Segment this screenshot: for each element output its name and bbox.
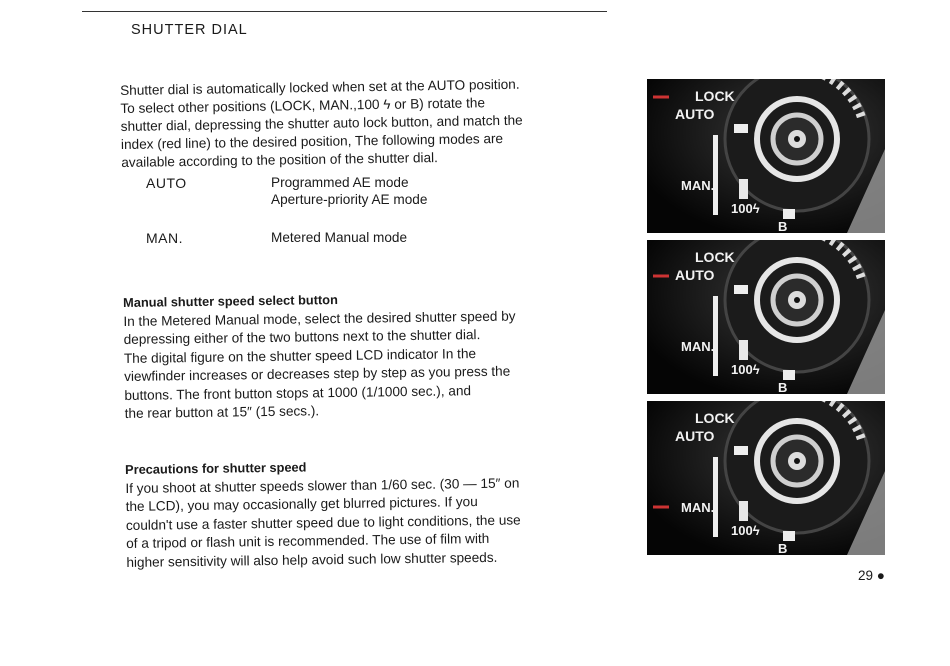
svg-text:LOCK: LOCK xyxy=(695,249,735,265)
svg-text:B: B xyxy=(778,541,788,555)
section-line: higher sensitivity will also help avoid such low shutter speeds. xyxy=(126,549,498,570)
section-line: the LCD), you may occasionally get blurred pictures. If you xyxy=(125,494,478,514)
intro-paragraph xyxy=(120,74,621,172)
page-heading: SHUTTER DIAL xyxy=(131,22,248,38)
page-number: 29 ● xyxy=(858,568,885,583)
shutter-dial-photo-lock xyxy=(647,79,885,233)
mode-description: Metered Manual mode xyxy=(271,230,408,245)
section-title: Precautions for shutter speed xyxy=(125,459,307,477)
section-line: buttons. The front button stops at 1000 (1/1000 sec.), and xyxy=(124,382,472,403)
section-line: couldn't use a faster shutter speed due to light conditions, the use xyxy=(125,511,521,533)
mode-description: Programmed AE mode xyxy=(271,175,409,190)
svg-text:AUTO: AUTO xyxy=(675,106,715,122)
mode-description: Aperture-priority AE mode xyxy=(271,192,428,207)
section-line: viewfinder increases or decreases step by step as you press the xyxy=(124,363,511,384)
svg-text:LOCK: LOCK xyxy=(695,88,735,104)
shutter-dial-photo-auto xyxy=(647,240,885,394)
section-line: the rear button at 15″ (15 secs.). xyxy=(124,403,320,421)
svg-text:AUTO: AUTO xyxy=(675,428,715,444)
intro-line: available according to the position of the shutter dial. xyxy=(121,150,438,170)
intro-line: Shutter dial is automatically locked when set at the AUTO position. xyxy=(120,76,520,98)
section-line: of a tripod or flash unit is recommended. The use of film with xyxy=(126,530,490,551)
svg-text:MAN.: MAN. xyxy=(681,339,715,354)
section-line: If you shoot at shutter speeds slower than 1/60 sec. (30 — 15″ on xyxy=(125,474,520,496)
section-line: depressing either of the two buttons next to the shutter dial. xyxy=(123,327,481,347)
intro-line: shutter dial, depressing the shutter auto lock button, and match the xyxy=(120,112,523,134)
section-line: The digital figure on the shutter speed LCD indicator In the xyxy=(123,345,477,366)
svg-text:LOCK: LOCK xyxy=(695,410,735,426)
section-title: Manual shutter speed select button xyxy=(123,292,338,310)
manual-button-section xyxy=(123,287,605,423)
svg-text:100ϟ: 100ϟ xyxy=(731,362,760,377)
svg-text:100ϟ: 100ϟ xyxy=(731,523,760,538)
top-rule xyxy=(82,11,607,12)
svg-text:100ϟ: 100ϟ xyxy=(731,201,760,216)
svg-text:MAN.: MAN. xyxy=(681,500,715,515)
mode-key: MAN. xyxy=(146,230,183,246)
svg-text:B: B xyxy=(778,380,788,394)
section-line: In the Metered Manual mode, select the desired shutter speed by xyxy=(123,308,516,329)
intro-line: index (red line) to the desired position, The following modes are xyxy=(120,130,504,152)
mode-key: AUTO xyxy=(146,175,187,191)
intro-line: To select other positions (LOCK, MAN.,100 ϟ or B) rotate the xyxy=(120,95,486,116)
svg-text:B: B xyxy=(778,219,788,233)
precautions-section xyxy=(125,454,607,572)
svg-text:MAN.: MAN. xyxy=(681,178,715,193)
shutter-dial-photo-man xyxy=(647,401,885,555)
svg-text:AUTO: AUTO xyxy=(675,267,715,283)
